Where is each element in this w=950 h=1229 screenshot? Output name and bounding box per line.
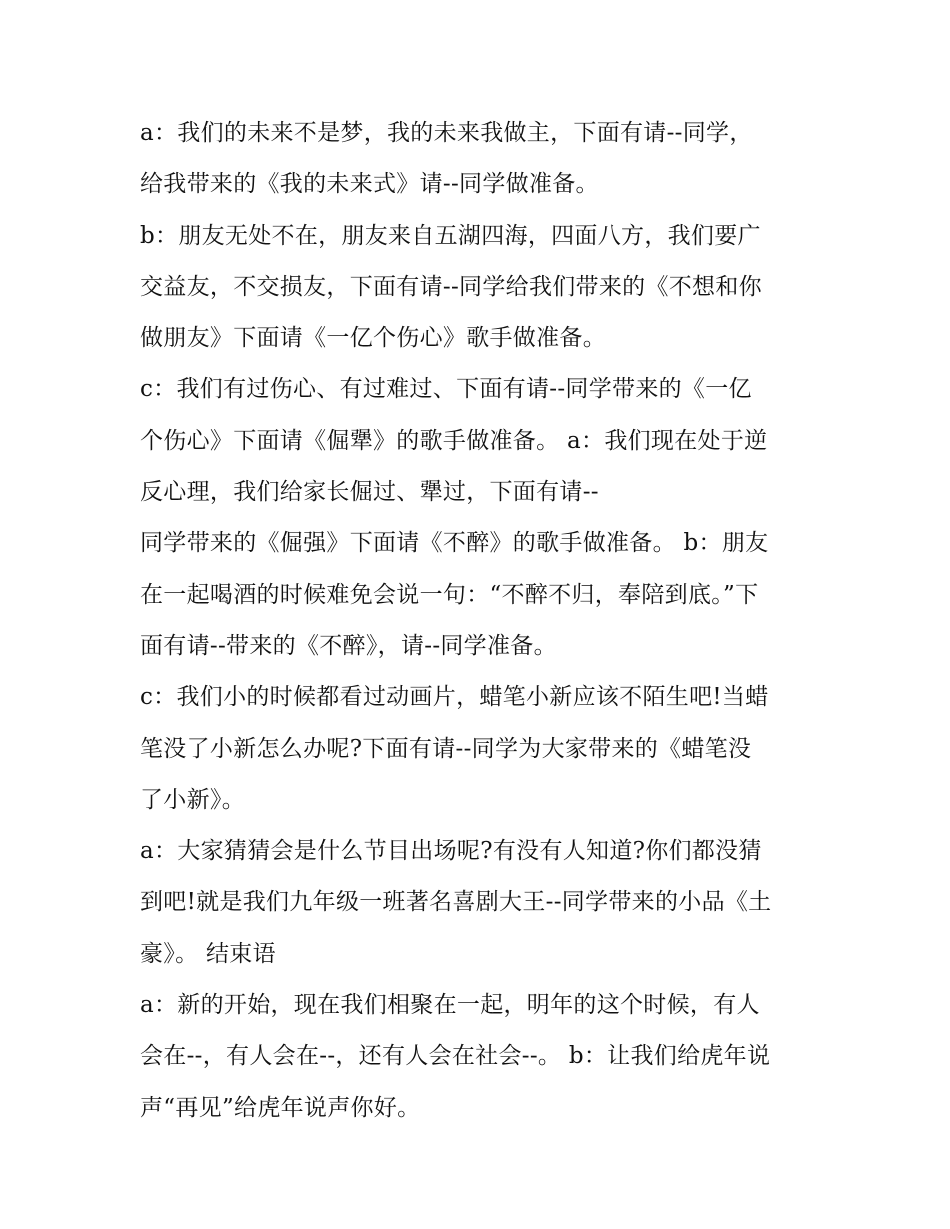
text-line: 豪》。 结束语 bbox=[140, 940, 276, 967]
text-line: 同学带来的《倔强》下面请《不醉》的歌手做准备。 b：朋友 bbox=[140, 530, 769, 557]
text-line: 反心理，我们给家长倔过、犟过，下面有请-- bbox=[140, 479, 599, 506]
document-body bbox=[140, 108, 840, 1134]
text-line: 到吧!就是我们九年级一班著名喜剧大王--同学带来的小品《土 bbox=[140, 889, 772, 916]
text-line: a：大家猜猜会是什么节目出场呢?有没有人知道?你们都没猜 bbox=[140, 838, 762, 865]
text-line: a：新的开始，现在我们相聚在一起，明年的这个时候，有人 bbox=[140, 992, 760, 1019]
text-line: 会在--，有人会在--，还有人会在社会--。 b：让我们给虎年说 bbox=[140, 1043, 771, 1070]
text-line: 笔没了小新怎么办呢?下面有请--同学为大家带来的《蜡笔没 bbox=[140, 735, 752, 762]
text-line: 做朋友》下面请《一亿个伤心》歌手做准备。 bbox=[140, 325, 606, 352]
text-line: 给我带来的《我的未来式》请--同学做准备。 bbox=[140, 171, 599, 198]
text-line: 个伤心》下面请《倔犟》的歌手做准备。 a：我们现在处于逆 bbox=[140, 427, 768, 454]
text-line: a：我们的未来不是梦，我的未来我做主，下面有请--同学， bbox=[140, 120, 753, 146]
text-line: b：朋友无处不在，朋友来自五湖四海，四面八方，我们要广 bbox=[140, 222, 761, 249]
text-line: 了小新》。 bbox=[140, 786, 245, 813]
text-line: 交益友，不交损友，下面有请--同学给我们带来的《不想和你 bbox=[140, 273, 762, 300]
text-line: c：我们有过伤心、有过难过、下面有请--同学带来的《一亿 bbox=[140, 376, 752, 403]
text-line: 面有请--带来的《不醉》，请--同学准备。 bbox=[140, 632, 557, 659]
text-line: 在一起喝酒的时候难免会说一句：“不醉不归，奉陪到底。”下 bbox=[140, 581, 759, 608]
text-line: c：我们小的时候都看过动画片，蜡笔小新应该不陌生吧!当蜡 bbox=[140, 684, 769, 711]
text-line: 声“再见”给虎年说声你好。 bbox=[140, 1094, 421, 1121]
